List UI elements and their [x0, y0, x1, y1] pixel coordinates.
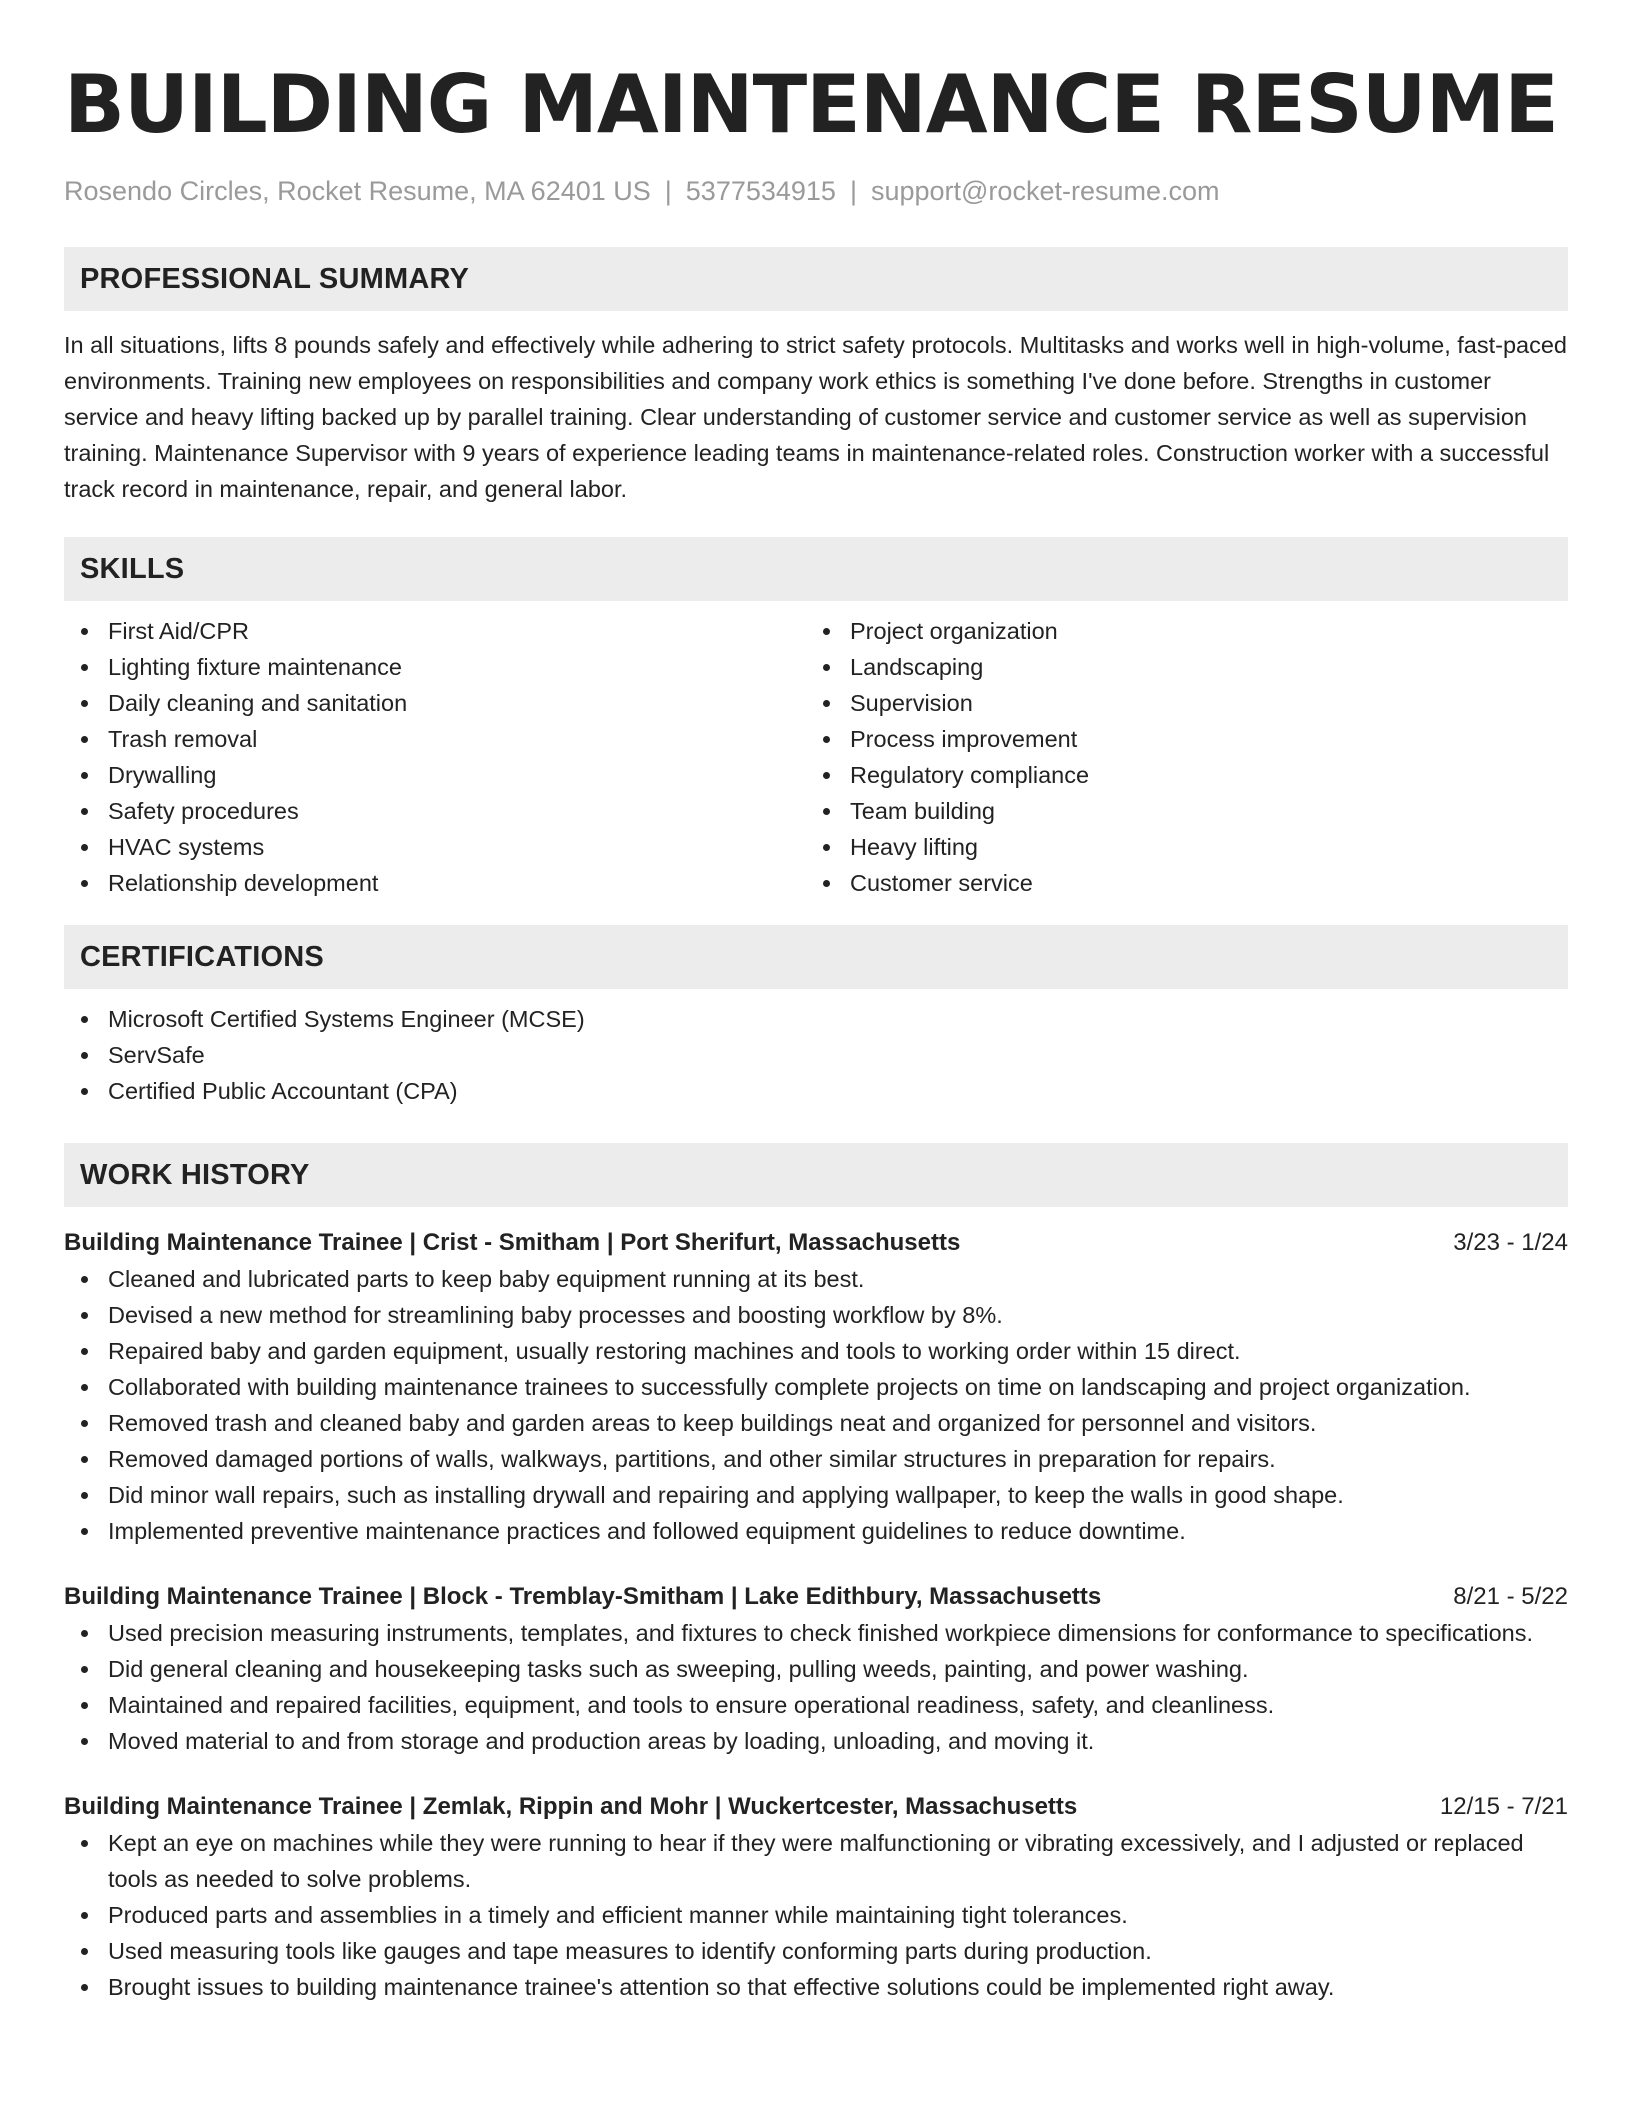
job-header — [64, 1579, 1568, 1615]
job-bullet: Cleaned and lubricated parts to keep baby equipment running at its best. — [64, 1261, 1568, 1297]
section-header-work-history — [64, 1143, 1568, 1207]
job-bullet: Did minor wall repairs, such as installing drywall and repairing and applying wallpaper, to keep the walls in good shape. — [64, 1477, 1568, 1513]
certification-item: ServSafe — [64, 1037, 1568, 1073]
skills-column-left — [64, 613, 806, 901]
skill-item: Team building — [806, 793, 1548, 829]
certification-item: Microsoft Certified Systems Engineer (MCSE) — [64, 1001, 1568, 1037]
skills-column-right — [806, 613, 1548, 901]
job-bullet: Brought issues to building maintenance trainee's attention so that effective solutions could be implemented right away. — [64, 1969, 1568, 2005]
contact-separator: | — [849, 176, 857, 206]
resume-page — [64, 0, 1568, 2005]
contact-address: Rosendo Circles, Rocket Resume, MA 62401 US — [64, 176, 651, 206]
job-bullets — [64, 1615, 1568, 1759]
section-title: CERTIFICATIONS — [80, 940, 324, 973]
skills-list-right — [806, 613, 1548, 901]
skill-item: Heavy lifting — [806, 829, 1548, 865]
section-header-skills — [64, 537, 1568, 601]
skill-item: Relationship development — [64, 865, 806, 901]
skill-item: First Aid/CPR — [64, 613, 806, 649]
section-title: PROFESSIONAL SUMMARY — [80, 262, 470, 295]
job-bullet: Produced parts and assemblies in a timely and efficient manner while maintaining tight tolerances. — [64, 1897, 1568, 1933]
job-dates: 8/21 - 5/22 — [1453, 1583, 1568, 1610]
job-heading: Building Maintenance Trainee | Block - Tremblay-Smitham | Lake Edithbury, Massachusetts — [64, 1583, 1102, 1610]
job-bullet: Removed trash and cleaned baby and garden areas to keep buildings neat and organized for personnel and visitors. — [64, 1405, 1568, 1441]
skill-item: HVAC systems — [64, 829, 806, 865]
job-bullet: Collaborated with building maintenance trainees to successfully complete projects on time on landscaping and project organization. — [64, 1369, 1568, 1405]
skill-item: Customer service — [806, 865, 1548, 901]
job-bullet: Implemented preventive maintenance practices and followed equipment guidelines to reduce downtime. — [64, 1513, 1568, 1549]
contact-email[interactable]: support@rocket-resume.com — [870, 176, 1220, 206]
job-heading: Building Maintenance Trainee | Crist - Smitham | Port Sherifurt, Massachusetts — [64, 1229, 961, 1256]
contact-phone: 5377534915 — [685, 176, 836, 206]
skill-item: Lighting fixture maintenance — [64, 649, 806, 685]
skill-item: Landscaping — [806, 649, 1548, 685]
skills-grid — [64, 613, 1568, 901]
skill-item: Trash removal — [64, 721, 806, 757]
skill-item: Drywalling — [64, 757, 806, 793]
job-bullet: Did general cleaning and housekeeping tasks such as sweeping, pulling weeds, painting, and power washing. — [64, 1651, 1568, 1687]
skill-item: Process improvement — [806, 721, 1548, 757]
job-header — [64, 1789, 1568, 1825]
section-header-certifications — [64, 925, 1568, 989]
certifications-list — [64, 1001, 1568, 1109]
summary-text: In all situations, lifts 8 pounds safely and effectively while adhering to strict safety protocols. Multitasks and works well in high-volume, fast-paced environments. Training new employees on responsibilities and company work ethics is something I've done before. Strengths in customer service and heavy lifting backed up by parallel training. Clear understanding of customer service and customer service as well as supervision training. Maintenance Supervisor with 9 years of experience leading teams in maintenance-related roles. Construction worker with a successful track record in maintenance, repair, and general labor. — [64, 332, 1567, 502]
job-bullet: Repaired baby and garden equipment, usually restoring machines and tools to working order within 15 direct. — [64, 1333, 1568, 1369]
skill-item: Project organization — [806, 613, 1548, 649]
certification-item: Certified Public Accountant (CPA) — [64, 1073, 1568, 1109]
skill-item: Daily cleaning and sanitation — [64, 685, 806, 721]
job-header — [64, 1225, 1568, 1261]
job-dates: 3/23 - 1/24 — [1453, 1229, 1568, 1256]
job-bullet: Devised a new method for streamlining baby processes and boosting workflow by 8%. — [64, 1297, 1568, 1333]
contact-line — [64, 174, 1568, 208]
job-entry — [64, 1789, 1568, 2005]
section-title: SKILLS — [80, 552, 185, 585]
contact-separator: | — [664, 176, 672, 206]
job-bullet: Kept an eye on machines while they were running to hear if they were malfunctioning or vibrating excessively, and I adjusted or replaced tools as needed to solve problems. — [64, 1825, 1568, 1897]
section-header-summary — [64, 247, 1568, 311]
skills-list-left — [64, 613, 806, 901]
resume-title: BUILDING MAINTENANCE RESUME — [64, 58, 1558, 151]
job-entry — [64, 1225, 1568, 1549]
job-dates: 12/15 - 7/21 — [1439, 1793, 1568, 1820]
job-bullet: Used measuring tools like gauges and tape measures to identify conforming parts during production. — [64, 1933, 1568, 1969]
job-bullet: Moved material to and from storage and production areas by loading, unloading, and moving it. — [64, 1723, 1568, 1759]
skill-item: Supervision — [806, 685, 1548, 721]
section-title: WORK HISTORY — [80, 1158, 310, 1191]
skill-item: Safety procedures — [64, 793, 806, 829]
job-bullet: Used precision measuring instruments, templates, and fixtures to check finished workpiece dimensions for conformance to specifications. — [64, 1615, 1568, 1651]
job-bullet: Maintained and repaired facilities, equipment, and tools to ensure operational readiness, safety, and cleanliness. — [64, 1687, 1568, 1723]
job-heading: Building Maintenance Trainee | Zemlak, Rippin and Mohr | Wuckertcester, Massachusetts — [64, 1793, 1078, 1820]
job-bullets — [64, 1825, 1568, 2005]
job-bullet: Removed damaged portions of walls, walkways, partitions, and other similar structures in preparation for repairs. — [64, 1441, 1568, 1477]
skill-item: Regulatory compliance — [806, 757, 1548, 793]
job-entry — [64, 1579, 1568, 1759]
job-bullets — [64, 1261, 1568, 1549]
